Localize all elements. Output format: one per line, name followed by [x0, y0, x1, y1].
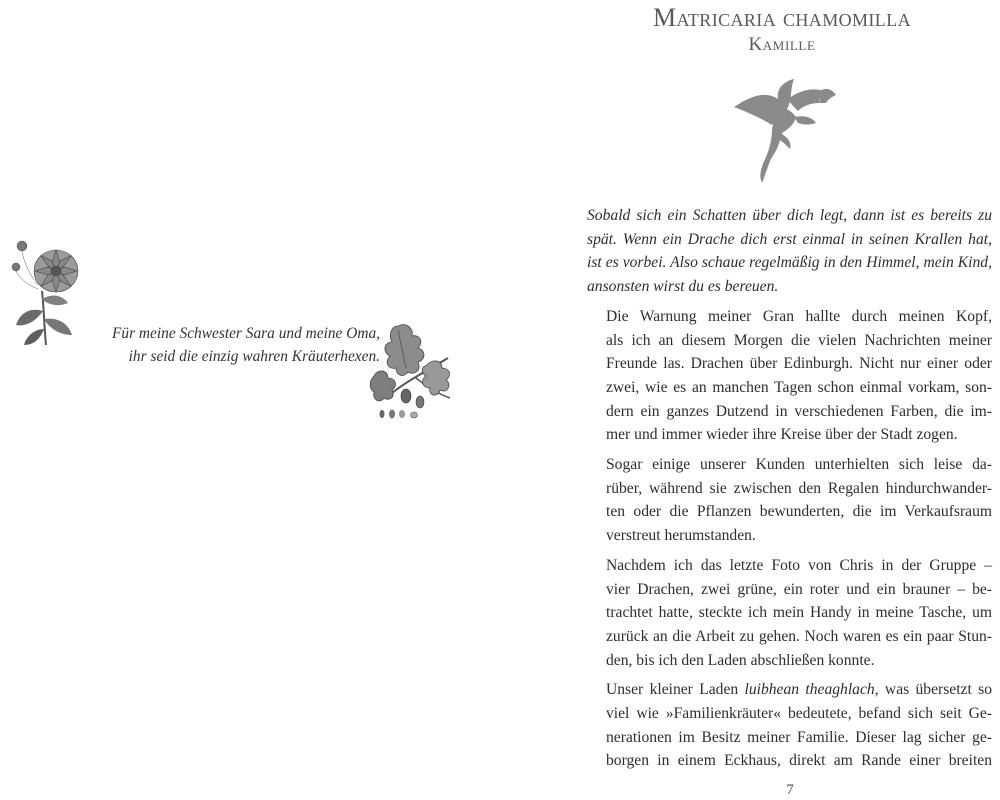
text-line: viel wie »Familienkräuter« bedeutete, befand sich seit Ge-	[606, 705, 992, 723]
page-number: 7	[786, 782, 794, 798]
dedication	[80, 322, 380, 368]
chapter-body	[587, 204, 992, 779]
text-line: Die Warnung meiner Gran hallte durch meinen Kopf,	[606, 307, 992, 325]
text-line: mer und immer wieder ihre Kreise über der Stadt zogen.	[606, 426, 958, 444]
text-line: verstreut herumstanden.	[606, 527, 756, 545]
text-line: vier Drachen, zwei grüne, ein roter und ein brauner – be-	[606, 580, 992, 598]
paragraph	[587, 453, 992, 548]
text-line: borgen in einem Eckhaus, direkt am Rande einer breiten	[606, 752, 992, 770]
oak-leaf-icon	[368, 318, 460, 423]
text-line: trachtet hatte, steckte ich mein Handy in meine Tasche, um	[606, 604, 992, 622]
text-line: zurück an die Arbeit zu gehen. Noch waren es ein paar Stun-	[606, 627, 992, 645]
text-line: Freunde las. Drachen über Edinburgh. Nicht nur einer oder	[606, 355, 992, 373]
paragraph	[587, 554, 992, 673]
dedication-line: ihr seid die einzig wahren Kräuterhexen.	[128, 348, 380, 365]
text-line	[587, 678, 992, 702]
dahlia-flower-icon	[8, 233, 86, 348]
text-line: ist es vorbei. Also schaue regelmäßig in den Himmel, mein Kind,	[587, 254, 992, 272]
chapter-title: Matricaria chamomilla	[652, 3, 912, 32]
text-line: rüber, während sie zwischen den Regalen hindurchwander-	[606, 479, 992, 497]
text-fragment: , was übersetzt so	[874, 681, 992, 699]
text-line: Sogar einige unserer Kunden unterhielten sich leise da-	[606, 456, 992, 474]
text-line: spät. Wenn ein Drache dich erst einmal in seinen Krallen hat,	[587, 230, 992, 248]
text-line: ten oder die Pflanzen bewunderten, die im Verkaufsraum	[606, 503, 992, 521]
text-line: zwei, wie es an manchen Tagen schon einmal vorkam, son-	[606, 378, 992, 396]
paragraph	[587, 678, 992, 773]
text-line: Nachdem ich das letzte Foto von Chris in der Gruppe –	[606, 556, 992, 574]
text-line: ansonsten wirst du es bereuen.	[587, 278, 779, 296]
text-line: als ich an diesem Morgen die vielen Nachrichten meiner	[606, 331, 992, 349]
left-page	[0, 0, 480, 800]
epigraph	[587, 204, 992, 299]
shop-name: luibhean theaghlach	[744, 681, 875, 699]
text-line: nerationen im Besitz meiner Familie. Dieser lag sicher ge-	[606, 728, 992, 746]
text-line: dern ein ganzes Dutzend in verschiedenen Farben, die im-	[606, 402, 992, 420]
chapter-subtitle: Kamille	[748, 34, 816, 55]
text-fragment: Unser kleiner Laden	[606, 681, 745, 699]
text-line: Sobald sich ein Schatten über dich legt, dann ist es bereits zu	[587, 207, 992, 224]
dragon-icon	[732, 77, 842, 187]
dedication-line: Für meine Schwester Sara und meine Oma,	[111, 325, 380, 342]
paragraph	[587, 305, 992, 447]
text-line: den, bis ich den Laden abschließen konnte.	[606, 651, 875, 669]
